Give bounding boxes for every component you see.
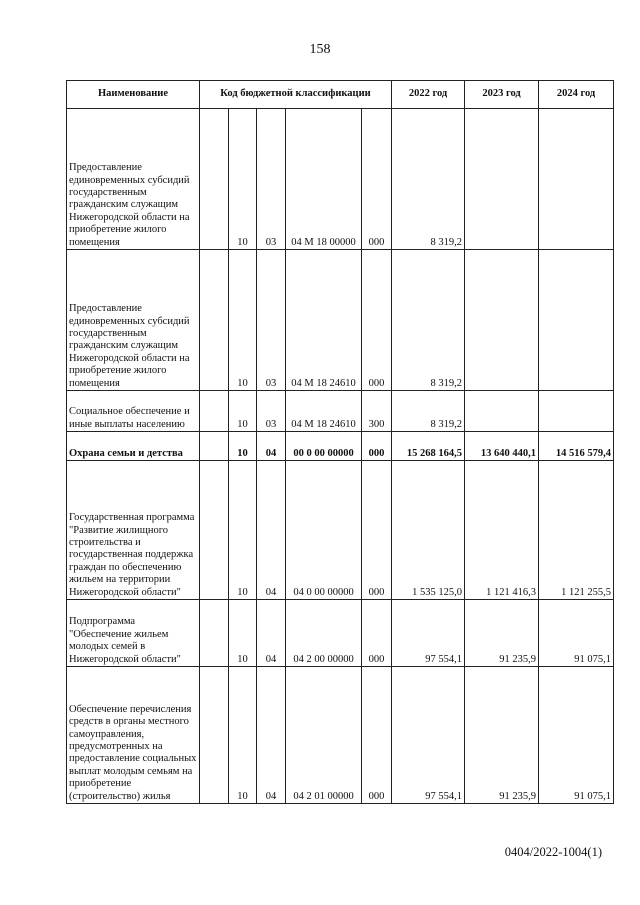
row-spacer [200,250,229,391]
row-subsection: 04 [257,461,286,600]
row-article: 04 2 00 00000 [286,600,362,667]
row-subsection: 03 [257,250,286,391]
col-header-2022: 2022 год [392,81,465,109]
row-article: 04 2 01 00000 [286,667,362,804]
table-row [67,600,614,667]
row-subsection: 04 [257,432,286,461]
budget-table [66,80,614,804]
row-spacer [200,432,229,461]
row-type: 000 [362,600,392,667]
col-header-2023: 2023 год [465,81,539,109]
row-section: 10 [229,432,257,461]
row-name: Подпрограмма "Обеспечение жильем молодых семей в Нижегородской области" [67,600,200,667]
page-number: 158 [309,42,331,57]
row-value-2023: 91 235,9 [465,667,539,804]
row-value-2022: 8 319,2 [392,109,465,250]
row-article: 00 0 00 00000 [286,432,362,461]
row-value-2022: 8 319,2 [392,250,465,391]
col-header-name: Наименование [67,81,200,109]
row-section: 10 [229,667,257,804]
table-row [67,250,614,391]
table-row [67,391,614,432]
row-type: 000 [362,109,392,250]
row-value-2023 [465,391,539,432]
row-value-2023 [465,109,539,250]
row-value-2022: 97 554,1 [392,667,465,804]
document-code: 0404/2022-1004(1) [504,845,602,859]
row-subsection: 04 [257,667,286,804]
row-subsection: 04 [257,600,286,667]
row-type: 000 [362,667,392,804]
row-subsection: 03 [257,109,286,250]
row-type: 000 [362,250,392,391]
row-type: 000 [362,461,392,600]
row-value-2022: 8 319,2 [392,391,465,432]
table-row [67,432,614,461]
table-row [67,461,614,600]
row-spacer [200,461,229,600]
row-name: Обеспечение перечисления средств в органы местного самоуправления, предусмотренных на предоставление социальных выплат молодым семьям на приобретение (строительство) жилья [67,667,200,804]
row-section: 10 [229,109,257,250]
row-article: 04 0 00 00000 [286,461,362,600]
table-row [67,667,614,804]
col-header-code: Код бюджетной классификации [200,81,392,109]
row-section: 10 [229,250,257,391]
row-value-2022: 97 554,1 [392,600,465,667]
row-article: 04 М 18 00000 [286,109,362,250]
table-header-row [67,81,614,109]
table-row [67,109,614,250]
row-value-2023: 1 121 416,3 [465,461,539,600]
row-value-2024 [539,109,614,250]
row-name: Предоставление единовременных субсидий государственным гражданским служащим Нижегородской области на приобретение жилого помещения [67,109,200,250]
row-value-2024 [539,250,614,391]
row-subsection: 03 [257,391,286,432]
row-spacer [200,600,229,667]
row-section: 10 [229,461,257,600]
row-value-2024: 91 075,1 [539,600,614,667]
row-value-2022: 1 535 125,0 [392,461,465,600]
row-value-2024: 91 075,1 [539,667,614,804]
row-spacer [200,391,229,432]
row-spacer [200,667,229,804]
row-name: Охрана семьи и детства [67,432,200,461]
row-spacer [200,109,229,250]
row-value-2023 [465,250,539,391]
row-name: Социальное обеспечение и иные выплаты населению [67,391,200,432]
row-value-2024 [539,391,614,432]
row-name: Государственная программа "Развитие жилищного строительства и государственная поддержка граждан по обеспечению жильем на территории Нижегородской области" [67,461,200,600]
row-type: 000 [362,432,392,461]
row-name: Предоставление единовременных субсидий государственным гражданским служащим Нижегородской области на приобретение жилого помещения [67,250,200,391]
row-value-2024: 14 516 579,4 [539,432,614,461]
row-section: 10 [229,600,257,667]
row-type: 300 [362,391,392,432]
row-value-2023: 13 640 440,1 [465,432,539,461]
row-value-2024: 1 121 255,5 [539,461,614,600]
row-value-2023: 91 235,9 [465,600,539,667]
row-article: 04 М 18 24610 [286,250,362,391]
row-section: 10 [229,391,257,432]
row-value-2022: 15 268 164,5 [392,432,465,461]
col-header-2024: 2024 год [539,81,614,109]
row-article: 04 М 18 24610 [286,391,362,432]
